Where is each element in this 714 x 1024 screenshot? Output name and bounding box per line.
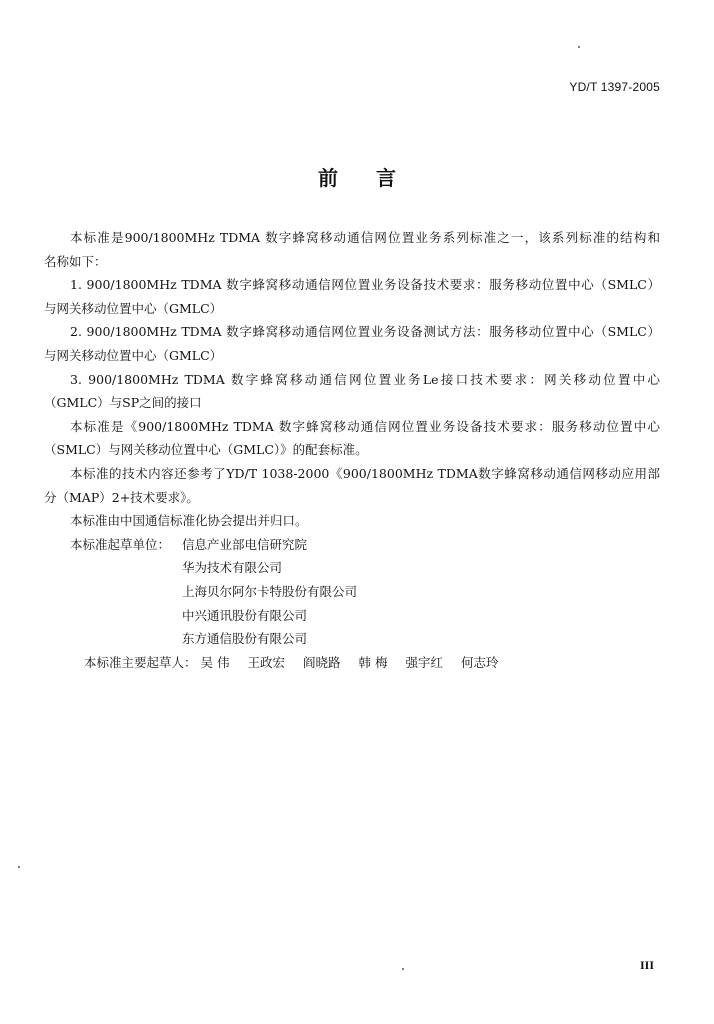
series-item-3-line-2: （GMLC）与SP之间的接口 [44, 395, 202, 411]
drafter-name: 韩 梅 [358, 654, 388, 670]
series-item-2-line-1: 2. 900/1800MHz TDMA 数字蜂窝移动通信网位置业务设备测试方法：服务移动位置中心（SMLC） [70, 324, 660, 340]
page-title [0, 162, 714, 191]
intro-line-2: 名称如下： [44, 253, 107, 269]
drafter-name: 王政宏 [247, 654, 285, 670]
drafting-units-label: 本标准起草单位： [70, 536, 171, 552]
intro-line-1: 本标准是900/1800MHz TDMA 数字蜂窝移动通信网位置业务系列标准之一，该系列标准的结构和 [70, 230, 660, 245]
companion-line-1: 本标准是《900/1800MHz TDMA 数字蜂窝移动通信网位置业务设备技术要求：服务移动位置中心 [70, 418, 660, 434]
drafter-name: 阎晓路 [302, 654, 341, 670]
reference-line-2: 分（MAP）2+技术要求》。 [44, 489, 199, 505]
title-char-1: 前 [318, 166, 338, 190]
title-char-2: 言 [376, 166, 396, 190]
drafting-unit: 中兴通讯股份有限公司 [182, 607, 308, 623]
proposer-line: 本标准由中国通信标准化协会提出并归口。 [70, 513, 308, 529]
drafting-unit: 东方通信股份有限公司 [182, 631, 308, 647]
scan-speck [18, 866, 20, 868]
drafting-unit: 信息产业部电信研究院 [182, 536, 308, 552]
scan-speck [402, 968, 404, 970]
standard-code: YD/T 1397-2005 [569, 80, 660, 94]
series-item-1-line-1: 1. 900/1800MHz TDMA 数字蜂窝移动通信网位置业务设备技术要求：服务移动位置中心（SMLC） [70, 277, 660, 293]
foreword-body [44, 226, 660, 674]
drafting-units [44, 533, 660, 651]
series-item-3-line-1: 3. 900/1800MHz TDMA 数字蜂窝移动通信网位置业务Le接口技术要求：网关移动位置中心 [70, 371, 660, 387]
series-item-1-line-2: 与网关移动位置中心（GMLC） [44, 300, 223, 316]
drafter-name: 强宇红 [405, 654, 443, 670]
companion-line-2: （SMLC）与网关移动位置中心（GMLC）》的配套标准。 [44, 442, 368, 458]
page-number: III [639, 958, 654, 972]
drafting-unit: 华为技术有限公司 [182, 560, 283, 576]
main-drafters [44, 651, 660, 675]
scan-speck [578, 46, 580, 48]
drafter-name: 何志玲 [460, 654, 499, 670]
reference-line-1: 本标准的技术内容还参考了YD/T 1038-2000《900/1800MHz TDMA数字蜂窝移动通信网移动应用部 [70, 465, 660, 481]
series-item-2-line-2: 与网关移动位置中心（GMLC） [44, 347, 223, 363]
drafting-unit: 上海贝尔阿尔卡特股份有限公司 [182, 583, 358, 599]
drafter-name: 吴 伟 [200, 654, 230, 670]
drafting-units-list [182, 533, 357, 651]
drafters-label: 本标准主要起草人： [84, 654, 197, 670]
